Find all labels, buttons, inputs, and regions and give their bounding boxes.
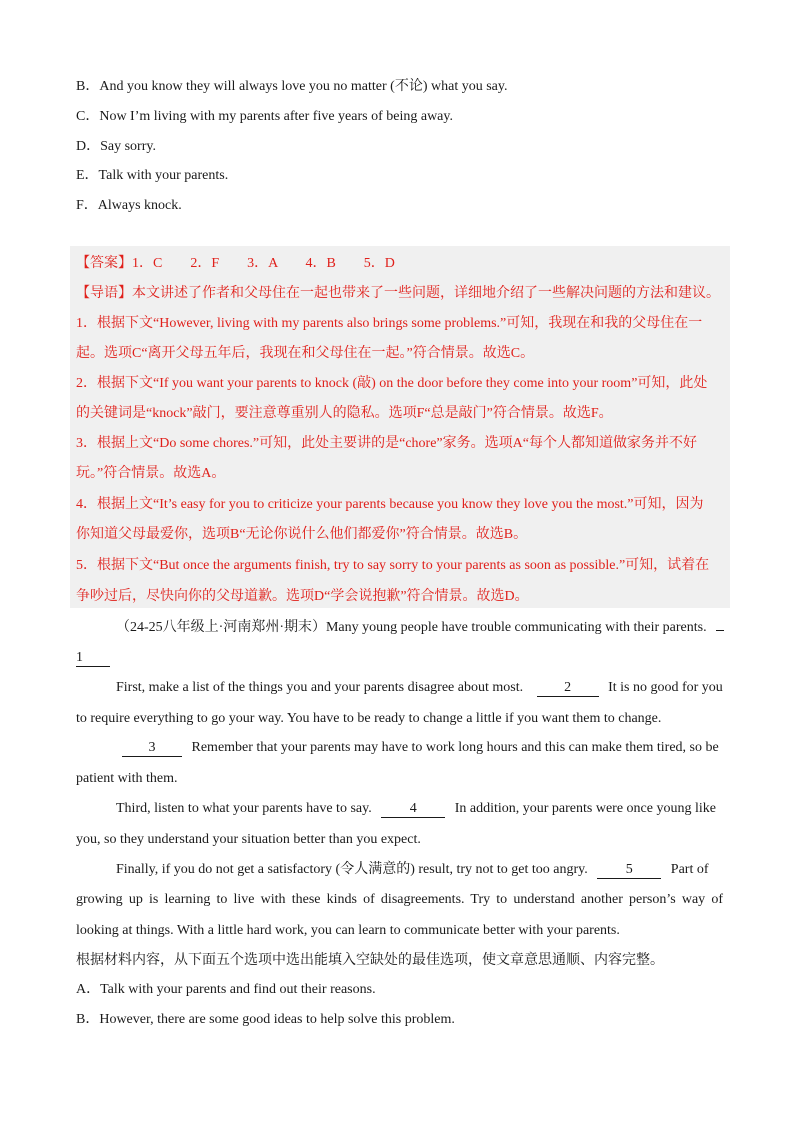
explanation-line: 争吵过后，尽快向你的父母道歉。选项D“学会说抱歉”符合情景。故选D。 xyxy=(76,589,529,604)
para-4-line-2: growing up is learning to live with these kinds of disagreements. Try to understand another person’s way of xyxy=(76,892,723,907)
para-4-text: Finally, if you do not get a satisfactory (令人满意的) result, try not to get too angry. xyxy=(116,862,588,877)
passage-intro xyxy=(116,618,724,638)
explanation-line: 你知道父母最爱你，选项B“无论你说什么他们都爱你”符合情景。故选B。 xyxy=(76,527,528,542)
para-4-line-1 xyxy=(116,860,709,880)
explanation-line: 3．根据上文“Do some chores.”可知，此处主要讲的是“chore”家务。选项A“每个人都知道做家务并不好 xyxy=(76,436,697,451)
explanation-line: 1．根据下文“However, living with my parents also brings some problems.”可知，我现在和我的父母住在一 xyxy=(76,316,703,331)
intro-text: （24-25八年级上·河南郑州·期末）Many young people have trouble communicating with their parents. xyxy=(116,620,707,635)
para-3-line-2: you, so they understand your situation better than you expect. xyxy=(76,832,421,847)
blank-5[interactable]: 5 xyxy=(597,862,661,879)
option-e: E．Talk with your parents. xyxy=(76,168,229,183)
blank-4[interactable]: 4 xyxy=(381,801,445,818)
blank-1[interactable]: 1 xyxy=(76,650,110,667)
explanation-line: 2．根据下文“If you want your parents to knock (敲) on the door before they come into your room”可知，此处 xyxy=(76,376,708,391)
para-3-text: In addition, your parents were once young like xyxy=(454,801,716,816)
blank-1-line xyxy=(76,648,110,668)
option-b: B．And you know they will always love you no matter (不论) what you say. xyxy=(76,79,508,94)
answer-keys: 【答案】1．C 2．F 3．A 4．B 5．D xyxy=(76,256,395,271)
option-c: C．Now I’m living with my parents after five years of being away. xyxy=(76,109,453,124)
para-2-line-1 xyxy=(122,738,719,758)
para-1-line-2: to require everything to go your way. You have to be ready to change a little if you want them to change. xyxy=(76,711,662,726)
explanation-line: 5．根据下文“But once the arguments finish, try to say sorry to your parents as soon as possible.”可知，试着在 xyxy=(76,558,710,573)
para-2-line-2: patient with them. xyxy=(76,771,178,786)
explanation-line: 的关键词是“knock”敲门，要注意尊重别人的隐私。选项F“总是敲门”符合情景。故选F。 xyxy=(76,406,613,421)
answer-guide: 【导语】本文讲述了作者和父母住在一起也带来了一些问题，详细地介绍了一些解决问题的方法和建议。 xyxy=(76,286,720,301)
para-1-text: First, make a list of the things you and your parents disagree about most. xyxy=(116,680,524,695)
option-b-2: B．However, there are some good ideas to help solve this problem. xyxy=(76,1012,455,1027)
explanation-line: 起。选项C“离开父母五年后，我现在和父母住在一起。”符合情景。故选C。 xyxy=(76,346,535,361)
option-a: A．Talk with your parents and find out their reasons. xyxy=(76,982,376,997)
option-f: F．Always knock. xyxy=(76,198,182,213)
para-3-line-1 xyxy=(116,799,716,819)
instruction: 根据材料内容，从下面五个选项中选出能填入空缺处的最佳选项，使文章意思通顺、内容完整。 xyxy=(76,953,664,968)
blank-3[interactable]: 3 xyxy=(122,740,182,757)
para-4-text: Part of xyxy=(670,862,709,877)
para-3-text: Third, listen to what your parents have to say. xyxy=(116,801,372,816)
option-d: D．Say sorry. xyxy=(76,139,156,154)
explanation-line: 4．根据上文“It’s easy for you to criticize your parents because you know they love you the most.”可知，因为 xyxy=(76,497,704,512)
explanation-line: 玩。”符合情景。故选A。 xyxy=(76,466,226,481)
blank-2[interactable]: 2 xyxy=(537,680,599,697)
para-2-text: Remember that your parents may have to work long hours and this can make them tired, so be xyxy=(191,740,719,755)
blank-1-lead xyxy=(716,630,724,631)
para-1-line-1 xyxy=(116,678,723,698)
para-1-text: It is no good for you xyxy=(608,680,723,695)
para-4-line-3: looking at things. With a little hard work, you can learn to communicate better with your parents. xyxy=(76,923,620,938)
